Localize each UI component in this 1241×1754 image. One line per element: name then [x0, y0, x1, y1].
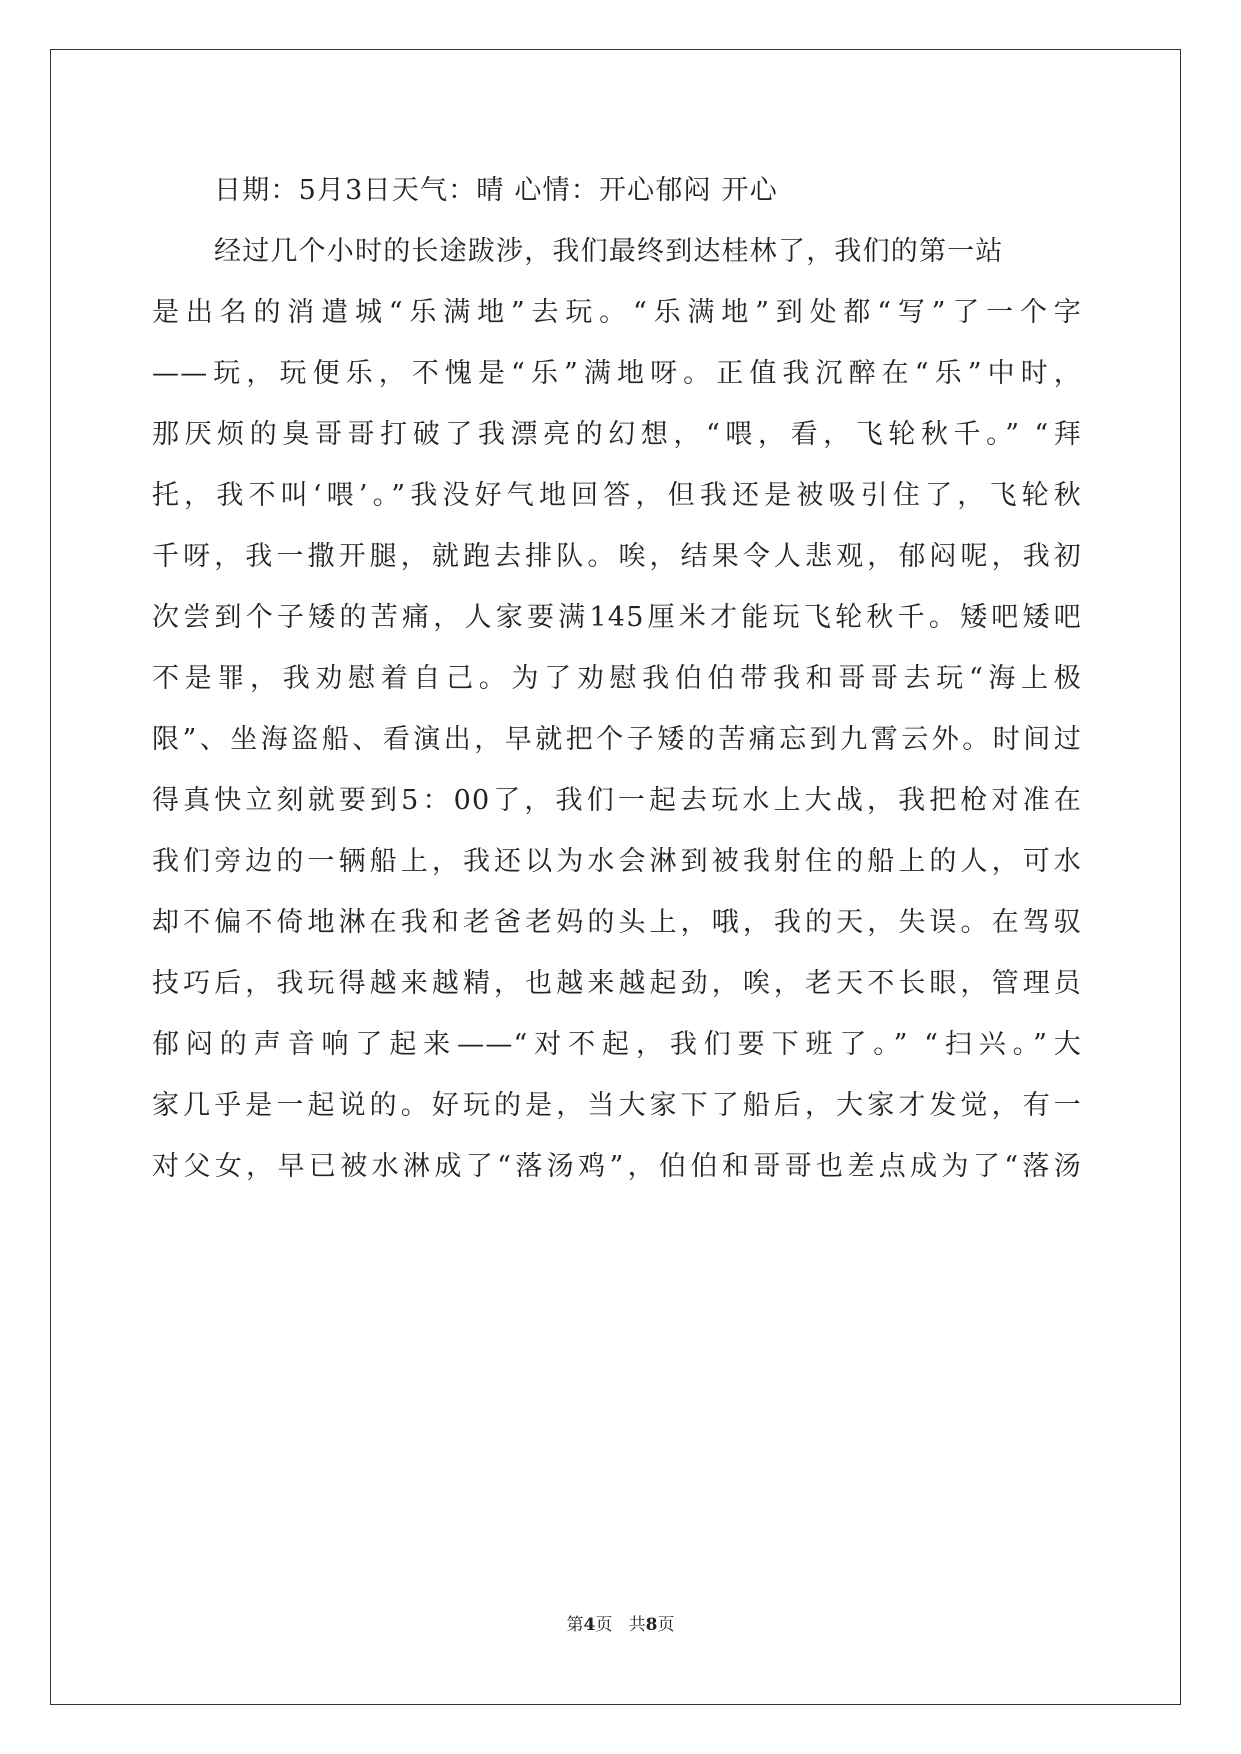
paragraph-line: 郁闷的声音响了起来——“对不起，我们要下班了。” “扫兴。”大 — [152, 1029, 1082, 1060]
paragraph-line: 千呀，我一撒开腿，就跑去排队。唉，结果令人悲观，郁闷呢，我初 — [152, 541, 1082, 572]
diary-paragraph — [152, 221, 1082, 1197]
paragraph-line: 家几乎是一起说的。好玩的是，当大家下了船后，大家才发觉，有一 — [152, 1090, 1082, 1121]
footer-total-prefix: 共 — [628, 1615, 646, 1635]
paragraph-line: 那厌烦的臭哥哥打破了我漂亮的幻想，“喂，看，飞轮秋千。” “拜 — [152, 419, 1082, 450]
paragraph-line: 经过几个小时的长途跋涉，我们最终到达桂林了，我们的第一站 — [214, 236, 1004, 267]
paragraph-line: 却不偏不倚地淋在我和老爸老妈的头上，哦，我的天，失误。在驾驭 — [152, 907, 1082, 938]
paragraph-line: 次尝到个子矮的苦痛，人家要满145厘米才能玩飞轮秋千。矮吧矮吧 — [152, 602, 1082, 633]
date-weather-line: 日期：5月3日天气：晴 心情：开心郁闷 开心 — [214, 175, 778, 206]
paragraph-line: 技巧后，我玩得越来越精，也越来越起劲，唉，老天不长眼，管理员 — [152, 968, 1082, 999]
paragraph-line: 得真快立刻就要到5：00了，我们一起去玩水上大战，我把枪对准在 — [152, 785, 1082, 816]
footer-total-suffix: 页 — [657, 1615, 675, 1635]
total-page-count: 8 — [645, 1615, 658, 1635]
paragraph-line: ——玩，玩便乐，不愧是“乐”满地呀。正值我沉醉在“乐”中时， — [152, 358, 1082, 389]
paragraph-line: 是出名的消遣城“乐满地”去玩。“乐满地”到处都“写”了一个字 — [152, 297, 1082, 328]
footer-page-suffix: 页 — [595, 1615, 613, 1635]
footer-prefix: 第 — [566, 1615, 584, 1635]
current-page-number: 4 — [583, 1615, 596, 1635]
paragraph-line: 对父女，早已被水淋成了“落汤鸡”，伯伯和哥哥也差点成为了“落汤 — [152, 1151, 1082, 1182]
paragraph-line: 不是罪，我劝慰着自己。为了劝慰我伯伯带我和哥哥去玩“海上极 — [152, 663, 1082, 694]
page-footer — [0, 1610, 1241, 1635]
paragraph-line: 我们旁边的一辆船上，我还以为水会淋到被我射住的船上的人，可水 — [152, 846, 1082, 877]
document-body — [152, 160, 1082, 1197]
paragraph-line: 限”、坐海盗船、看演出，早就把个子矮的苦痛忘到九霄云外。时间过 — [152, 724, 1082, 755]
paragraph-line: 托，我不叫‘喂’。”我没好气地回答，但我还是被吸引住了，飞轮秋 — [152, 480, 1082, 511]
